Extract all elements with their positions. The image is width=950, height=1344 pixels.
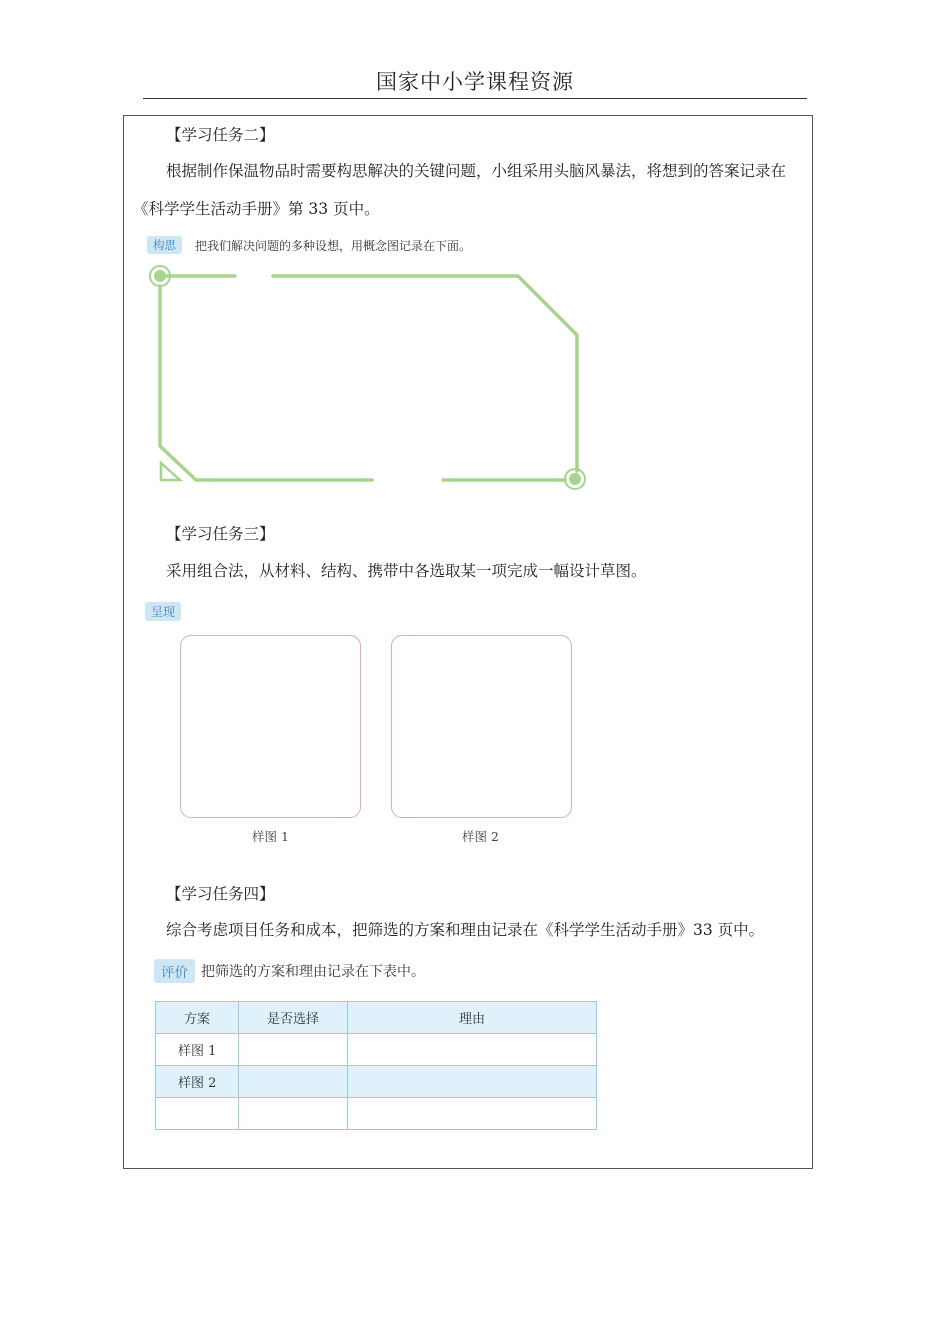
- table-cell-choice[interactable]: [239, 1034, 348, 1066]
- table-header-fangan: 方案: [156, 1002, 239, 1034]
- table-cell-reason[interactable]: [348, 1034, 597, 1066]
- task2-tag-gousi: 构思: [147, 236, 182, 254]
- frame-corner-triangle: [161, 463, 180, 480]
- task4-tag-pingjia: 评价: [154, 959, 195, 983]
- task4-heading: 【学习任务四】: [166, 885, 275, 903]
- table-header-row: [156, 1002, 597, 1034]
- task3-tag-chengxian: 呈现: [145, 602, 181, 621]
- sketch-box-1[interactable]: [180, 635, 361, 818]
- table-cell-plan: 样图 1: [156, 1034, 239, 1066]
- evaluation-table: [155, 1001, 597, 1130]
- sketch-caption-2: 样图 2: [462, 829, 499, 844]
- frame-corner-target-bottom: [565, 469, 585, 489]
- concept-map-frame: [140, 258, 600, 498]
- sketch-caption-1: 样图 1: [252, 829, 289, 844]
- table-header-shifou: 是否选择: [239, 1002, 348, 1034]
- table-cell-choice[interactable]: [239, 1066, 348, 1098]
- sketch-box-2[interactable]: [391, 635, 572, 818]
- table-cell-plan: 样图 2: [156, 1066, 239, 1098]
- header-rule: [143, 98, 807, 99]
- table-row: [156, 1098, 597, 1130]
- page-header-title: 国家中小学课程资源: [376, 70, 574, 94]
- task2-heading: 【学习任务二】: [166, 126, 275, 144]
- task2-paragraph: 根据制作保温物品时需要构思解决的关键问题，小组采用头脑风暴法，将想到的答案记录在《科学学生活动手册》第 33 页中。: [133, 162, 787, 218]
- task2-hint: 把我们解决问题的多种设想，用概念图记录在下面。: [195, 239, 472, 253]
- task4-hint: 把筛选的方案和理由记录在下表中。: [201, 964, 425, 980]
- table-row: [156, 1034, 597, 1066]
- frame-top-right-segment: [273, 276, 577, 471]
- table-cell-reason[interactable]: [348, 1066, 597, 1098]
- table-cell-reason[interactable]: [348, 1098, 597, 1130]
- frame-left-side: [160, 286, 372, 480]
- task3-heading: 【学习任务三】: [166, 525, 275, 543]
- task4-paragraph: 综合考虑项目任务和成本，把筛选的方案和理由记录在《科学学生活动手册》33 页中。: [166, 921, 765, 939]
- table-header-liyou: 理由: [348, 1002, 597, 1034]
- table-cell-choice[interactable]: [239, 1098, 348, 1130]
- table-cell-plan[interactable]: [156, 1098, 239, 1130]
- task3-paragraph: 采用组合法，从材料、结构、携带中各选取某一项完成一幅设计草图。: [166, 562, 647, 580]
- table-row: [156, 1066, 597, 1098]
